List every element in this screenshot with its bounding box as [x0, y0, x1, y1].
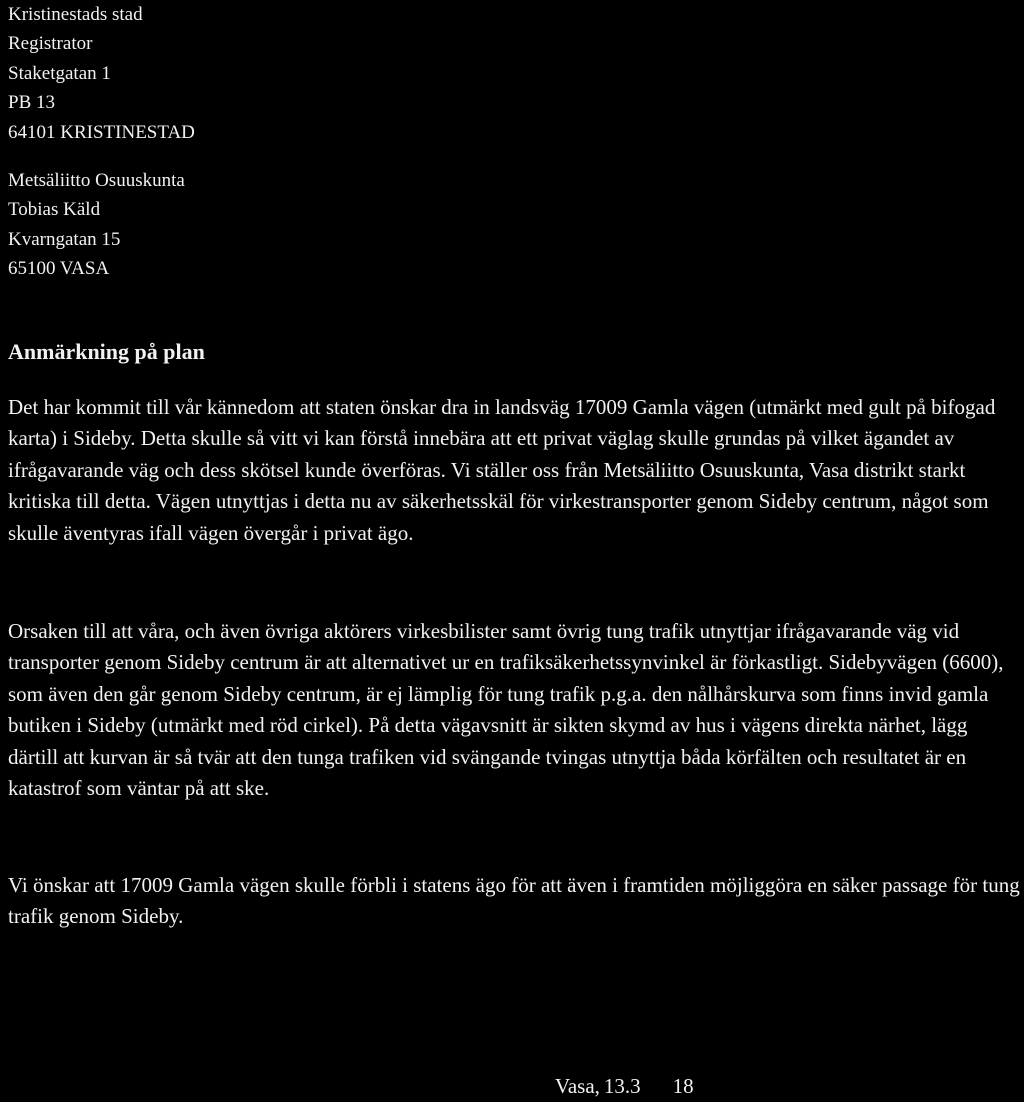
sender-line-company: Metsäliitto Osuuskunta: [8, 170, 185, 191]
body-paragraph-2: Orsaken till att våra, och även övriga aktörers virkesbilister samt övrig tung trafik utnyttjar ifrågavarande väg vid transporter genom Sideby centrum är att alternativet ur en trafiksäkerhetssynvinkel är förkastligt. Sidebyvägen (6600), som även den går genom Sideby centrum, är ej lämplig för tung trafik p.g.a. den nålhårskurva som finns invid gamla butiken i Sideby (utmärkt med röd cirkel). På detta vägavsnitt är sikten skymd av hus i vägens direkta närhet, lägg därtill att kurvan är så tvär att den tunga trafiken vid svängande tvingas utnyttja båda körfälten och resultatet är en katastrof som väntar på att ske.: [8, 619, 1004, 801]
letter-heading: Anmärkning på plan: [8, 339, 205, 364]
recipient-line-street: Staketgatan 1: [8, 62, 111, 84]
date-year: 18: [672, 1074, 694, 1098]
sender-line-person: Tobias Käld: [8, 199, 101, 221]
recipient-line-name: Kristinestads stad: [8, 4, 143, 25]
sender-address: [8, 166, 185, 284]
recipient-address: [8, 0, 195, 147]
sender-line-city: 65100 VASA: [8, 258, 110, 280]
recipient-line-department: Registrator: [8, 33, 93, 55]
recipient-line-city: 64101 KRISTINESTAD: [8, 121, 195, 143]
date-day-month: 13.3: [603, 1074, 641, 1098]
recipient-line-pobox: PB 13: [8, 92, 55, 114]
date-place: Vasa,: [555, 1074, 600, 1098]
sender-line-street: Kvarngatan 15: [8, 228, 121, 250]
body-paragraph-3: Vi önskar att 17009 Gamla vägen skulle förbli i statens ägo för att även i framtiden möjliggöra en säker passage för tung trafik genom Sideby.: [8, 873, 1020, 929]
body-paragraph-1: Det har kommit till vår kännedom att staten önskar dra in landsväg 17009 Gamla vägen (utmärkt med gult på bifogad karta) i Sideby. Detta skulle så vitt vi kan förstå innebära att ett privat väglag skulle grundas på vilket ägandet av ifrågavarande väg och dess skötsel kunde överföras. Vi ställer oss från Metsäliitto Osuuskunta, Vasa distrikt starkt kritiska till detta. Vägen utnyttjas i detta nu av säkerhetsskäl för virkestransporter genom Sideby centrum, något som skulle äventyras ifall vägen övergår i privat ägo.: [8, 395, 996, 545]
dateline: [555, 1072, 694, 1100]
